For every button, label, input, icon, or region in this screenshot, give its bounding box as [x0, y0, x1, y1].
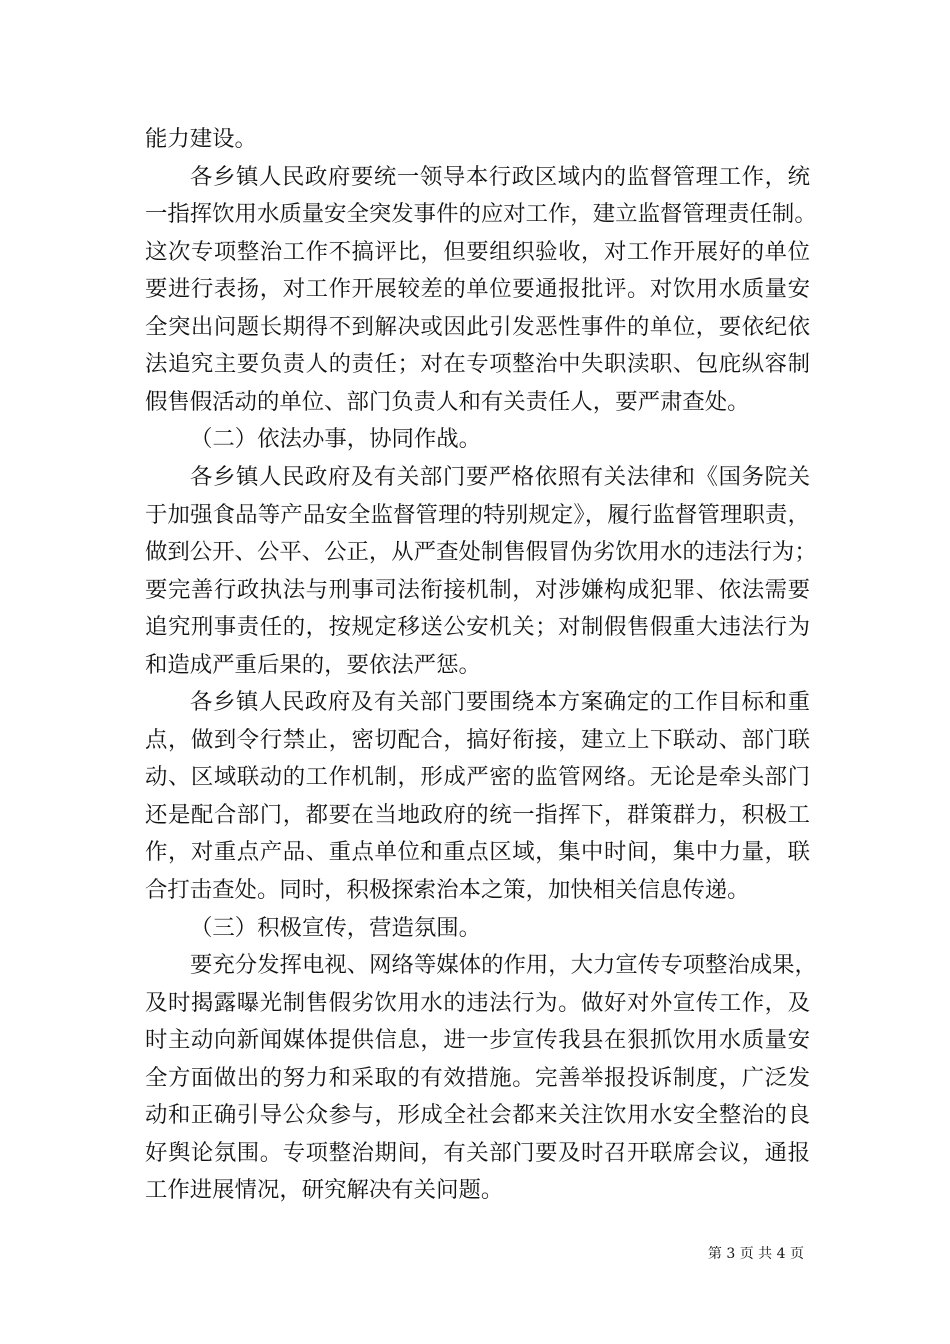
text-line: 要充分发挥电视、网络等媒体的作用，大力宣传专项整治成果，: [190, 952, 817, 979]
text-line: 要进行表扬，对工作开展较差的单位要通报批评。对饮用水质量安: [145, 276, 810, 303]
text-line: 做到公开、公平、公正，从严查处制售假冒伪劣饮用水的违法行为；: [145, 539, 817, 566]
text-line: 作，对重点产品、重点单位和重点区域，集中时间，集中力量，联: [145, 839, 810, 866]
text-line: 各乡镇人民政府及有关部门要围绕本方案确定的工作目标和重: [190, 689, 810, 716]
text-line: 时主动向新闻媒体提供信息，进一步宣传我县在狠抓饮用水质量安: [145, 1027, 810, 1054]
text-line: 各乡镇人民政府及有关部门要严格依照有关法律和《国务院关: [190, 463, 810, 490]
text-line: 能力建设。: [145, 126, 257, 152]
text-line: 这次专项整治工作不搞评比，但要组织验收，对工作开展好的单位: [145, 238, 810, 265]
text-line: 全突出问题长期得不到解决或因此引发恶性事件的单位，要依纪依: [145, 313, 810, 340]
text-line: 各乡镇人民政府要统一领导本行政区域内的监督管理工作，统: [190, 163, 810, 190]
text-line: 法追究主要负责人的责任；对在专项整治中失职渎职、包庇纵容制: [145, 351, 810, 378]
text-line: 于加强食品等产品安全监督管理的特别规定》，履行监督管理职责，: [145, 501, 810, 528]
text-line: 点，做到令行禁止，密切配合，搞好衔接，建立上下联动、部门联: [145, 726, 810, 753]
text-line: 动和正确引导公众参与，形成全社会都来关注饮用水安全整治的良: [145, 1102, 810, 1129]
text-line: 要完善行政执法与刑事司法衔接机制，对涉嫌构成犯罪、依法需要: [145, 576, 810, 603]
text-line: 一指挥饮用水质量安全突发事件的应对工作，建立监督管理责任制。: [145, 201, 817, 228]
text-line: 全方面做出的努力和采取的有效措施。完善举报投诉制度，广泛发: [145, 1064, 810, 1091]
text-line: （三）积极宣传，营造氛围。: [190, 914, 482, 941]
text-line: 假售假活动的单位、部门负责人和有关责任人，要严肃查处。: [145, 388, 750, 415]
text-line: 还是配合部门，都要在当地政府的统一指挥下，群策群力，积极工: [145, 801, 810, 828]
text-line: 动、区域联动的工作机制，形成严密的监管网络。无论是牵头部门: [145, 764, 810, 791]
text-line: 工作进展情况，研究解决有关问题。: [145, 1177, 504, 1204]
text-line: 好舆论氛围。专项整治期间，有关部门要及时召开联席会议，通报: [145, 1139, 810, 1166]
text-line: 及时揭露曝光制售假劣饮用水的违法行为。做好对外宣传工作，及: [145, 989, 810, 1016]
text-line: 追究刑事责任的，按规定移送公安机关；对制假售假重大违法行为: [145, 614, 810, 641]
text-line: （二）依法办事，协同作战。: [190, 426, 482, 453]
page-number: 第 3 页 共 4 页: [707, 1246, 804, 1262]
text-line: 和造成严重后果的，要依法严惩。: [145, 651, 481, 678]
text-line: 合打击查处。同时，积极探索治本之策，加快相关信息传递。: [145, 877, 750, 903]
